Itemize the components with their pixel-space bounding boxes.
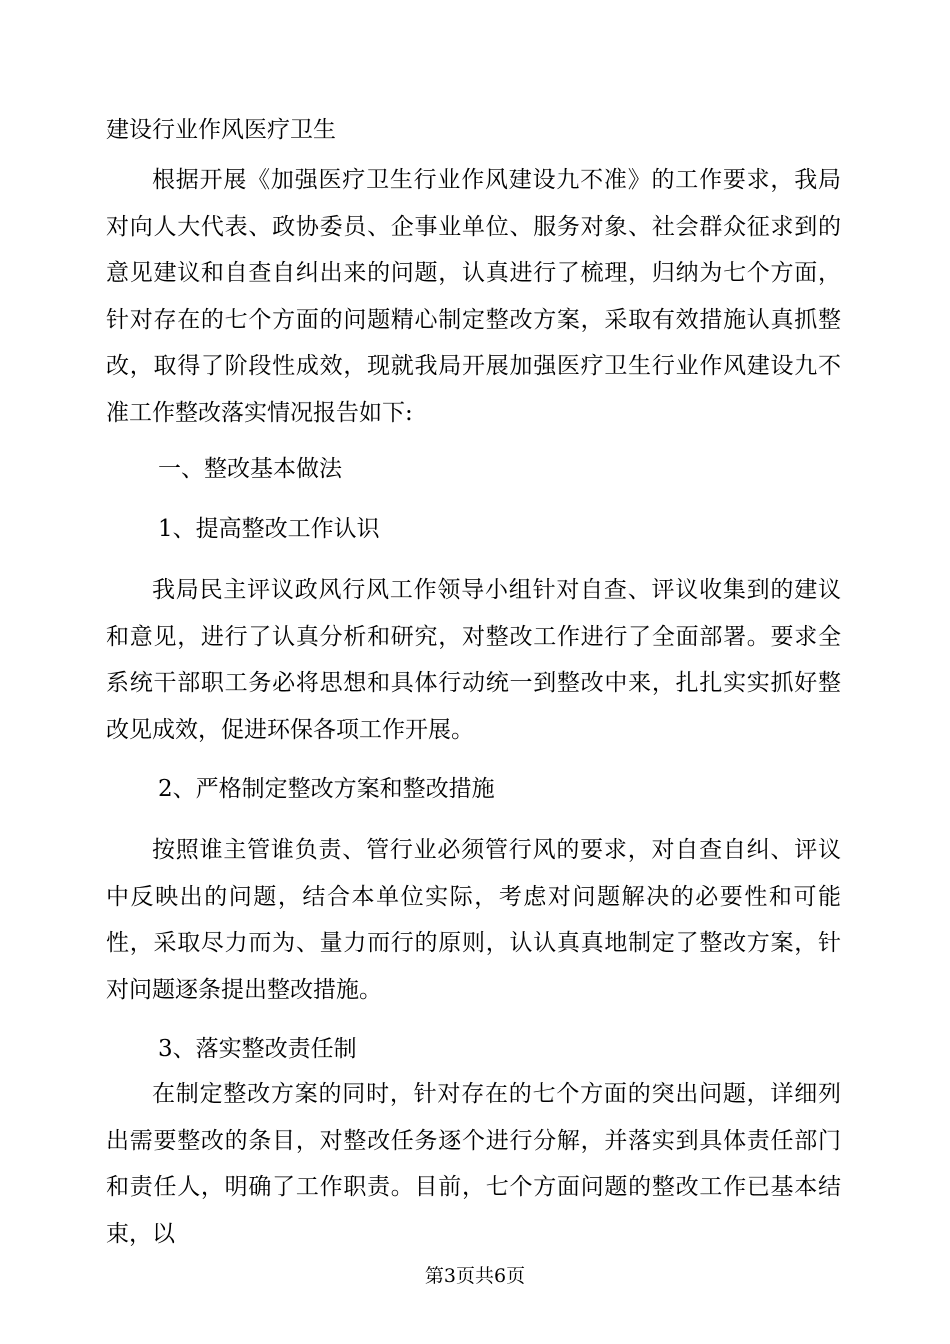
item-heading-2: 2、严格制定整改方案和整改措施 [158, 776, 495, 802]
item-paragraph-1: 我局民主评议政风行风工作领导小组针对自查、评议收集到的建议和意见，进行了认真分析和研究，对整改工作进行了全面部署。要求全系统干部职工务必将思想和具体行动统一到整改中来，扎扎实实抓好整改见成效，促进环保各项工作开展。 [106, 577, 841, 743]
document-title: 建设行业作风医疗卫生 [106, 117, 336, 143]
intro-paragraph: 根据开展《加强医疗卫生行业作风建设九不准》的工作要求，我局对向人大代表、政协委员、企事业单位、服务对象、社会群众征求到的意见建议和自查自纠出来的问题，认真进行了梳理，归纳为七个方面，针对存在的七个方面的问题精心制定整改方案，采取有效措施认真抓整改，取得了阶段性成效，现就我局开展加强医疗卫生行业作风建设九不准工作整改落实情况报告如下: [106, 167, 841, 426]
item-paragraph-3: 在制定整改方案的同时，针对存在的七个方面的突出问题，详细列出需要整改的条目，对整改任务逐个进行分解，并落实到具体责任部门和责任人，明确了工作职责。目前，七个方面问题的整改工作已基本结束，以 [106, 1081, 841, 1247]
item-heading-1: 1、提高整改工作认识 [158, 516, 380, 542]
document-body [106, 114, 841, 1257]
section-heading: 一、整改基本做法 [158, 456, 342, 482]
page-number: 第3页共6页 [424, 1265, 526, 1287]
item-paragraph-2: 按照谁主管谁负责、管行业必须管行风的要求，对自查自纠、评议中反映出的问题，结合本单位实际，考虑对问题解决的必要性和可能性，采取尽力而为、量力而行的原则，认认真真地制定了整改方案，针对问题逐条提出整改措施。 [106, 837, 841, 1003]
item-heading-3: 3、落实整改责任制 [158, 1036, 357, 1062]
